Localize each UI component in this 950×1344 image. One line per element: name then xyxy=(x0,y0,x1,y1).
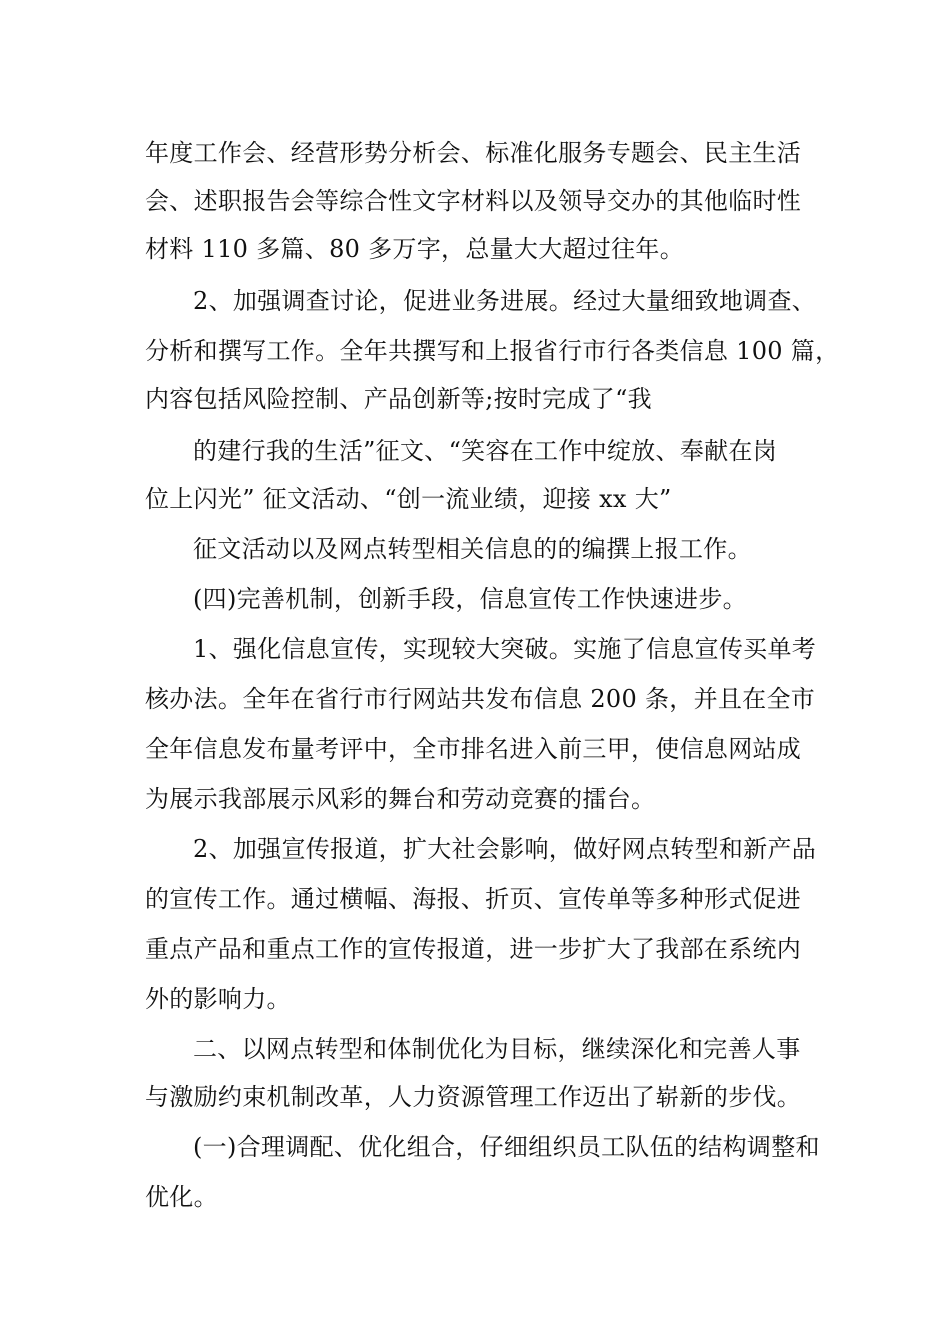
section-heading: (四)完善机制，创新手段，信息宣传工作快速进步。 xyxy=(193,585,747,613)
text-line: 的建行我的生活”征文、“笑容在工作中绽放、奉献在岗 xyxy=(193,437,778,465)
text-line: 年度工作会、经营形势分析会、标准化服务专题会、民主生活 xyxy=(145,139,802,167)
text-line: 会、述职报告会等综合性文字材料以及领导交办的其他临时性 xyxy=(145,187,802,215)
text-line: 与激励约束机制改革，人力资源管理工作迈出了崭新的步伐。 xyxy=(145,1083,802,1111)
text-line: 分析和撰写工作。全年共撰写和上报省行市行各类信息 100 篇， xyxy=(145,337,840,365)
paragraph-start-line: 1、强化信息宣传，实现较大突破。实施了信息宣传买单考 xyxy=(193,635,817,663)
text-line: 外的影响力。 xyxy=(145,985,291,1013)
text-line: 征文活动以及网点转型相关信息的的编撰上报工作。 xyxy=(193,535,752,563)
section-heading: 二、以网点转型和体制优化为目标，继续深化和完善人事 xyxy=(193,1035,801,1063)
text-line: 优化。 xyxy=(145,1183,218,1211)
text-line: 为展示我部展示风彩的舞台和劳动竞赛的擂台。 xyxy=(145,785,656,813)
paragraph-start-line: 2、加强调查讨论，促进业务进展。经过大量细致地调查、 xyxy=(193,287,817,315)
text-line: 的宣传工作。通过横幅、海报、折页、宣传单等多种形式促进 xyxy=(145,885,802,913)
text-line: 重点产品和重点工作的宣传报道，进一步扩大了我部在系统内 xyxy=(145,935,802,963)
text-line: 全年信息发布量考评中，全市排名进入前三甲，使信息网站成 xyxy=(145,735,802,763)
text-line: 材料 110 多篇、80 多万字，总量大大超过往年。 xyxy=(145,235,685,263)
text-line: 核办法。全年在省行市行网站共发布信息 200 条，并且在全市 xyxy=(145,685,816,713)
text-line: 内容包括风险控制、产品创新等;按时完成了“我 xyxy=(145,385,652,413)
paragraph-start-line: 2、加强宣传报道，扩大社会影响，做好网点转型和新产品 xyxy=(193,835,817,863)
text-line: 位上闪光” 征文活动、“创一流业绩，迎接 xx 大” xyxy=(145,485,672,513)
subsection-heading: (一)合理调配、优化组合，仔细组织员工队伍的结构调整和 xyxy=(193,1133,820,1161)
